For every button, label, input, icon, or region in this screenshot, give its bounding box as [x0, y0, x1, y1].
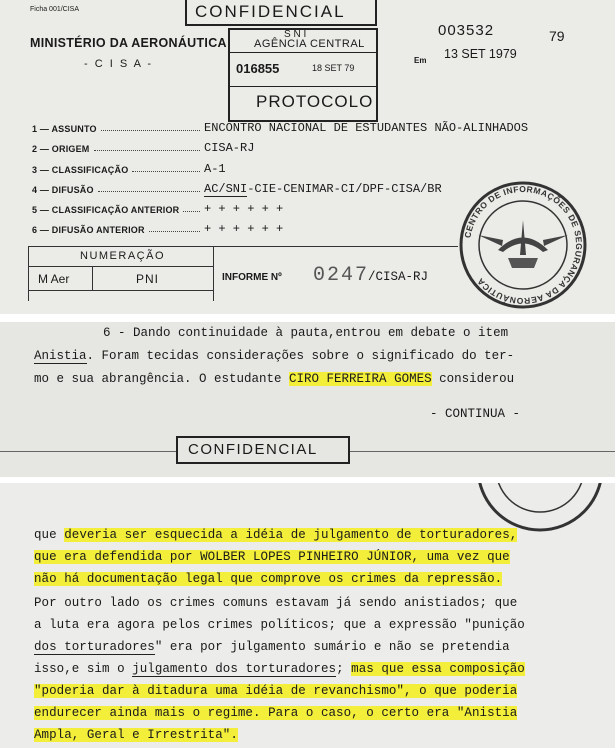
document-date: 13 SET 1979 — [444, 47, 517, 61]
p3-line-3: não há documentação legal que comprove os crimes da repressão. — [34, 572, 503, 586]
document-page-excerpt-1 — [0, 322, 615, 477]
p3-line-7: isso,e sim o julgamento dos torturadores; mas que essa composição — [34, 662, 525, 676]
field-assunto-value: ENCONTRO NACIONAL DE ESTUDANTES NÃO-ALINHADOS — [204, 121, 529, 135]
p3-line-1: que deveria ser esquecida a idéia de julgamento de torturadores, — [34, 528, 518, 542]
field-origem-value: CISA-RJ — [204, 141, 255, 155]
informe-suffix: /CISA-RJ — [368, 270, 429, 284]
p3-line-4: Por outro lado os crimes comuns estavam já sendo anistiados; que — [34, 596, 518, 610]
document-page-excerpt-2 — [0, 483, 615, 748]
informe-number: 0247 — [313, 264, 370, 287]
p3-line-9: endurecer ainda mais o regime. Para o caso, o certo era "Anistia — [34, 706, 518, 720]
informe-label: INFORME Nº — [222, 272, 282, 283]
numeracao-header: NUMERAÇÃO — [80, 250, 166, 262]
ministry-title: MINISTÉRIO DA AERONÁUTICA — [30, 36, 227, 50]
p3-line-2: que era defendida por WOLBER LOPES PINHEIRO JÚNIOR, uma vez que — [34, 550, 510, 564]
field-difusao-label: 4 — DIFUSÃO — [32, 185, 202, 195]
p2-line-3: mo e sua abrangência. O estudante CIRO FERREIRA GOMES considerou — [34, 372, 515, 386]
stamp-agencia: AGÊNCIA CENTRAL — [254, 38, 365, 50]
term-anistia: Anistia — [34, 349, 87, 363]
stamp-sni: S N I — [284, 29, 307, 40]
document-number: 003532 — [438, 22, 495, 39]
confidential-stamp-bottom — [176, 436, 350, 464]
field-origem-label: 2 — ORIGEM — [32, 144, 202, 154]
stamp-number: 016855 — [236, 61, 280, 76]
ficha-label: Ficha 001/CISA — [30, 6, 80, 13]
m-aer-label: M Aer — [38, 272, 70, 286]
field-classificacao-value: A-1 — [204, 162, 226, 176]
p3-line-6: dos torturadores" era por julgamento sumário e não se pretendia — [34, 640, 510, 654]
field-assunto-label: 1 — ASSUNTO — [32, 124, 202, 134]
p2-line-2: Anistia. Foram tecidas considerações sobre o significado do ter- — [34, 349, 515, 363]
confidential-stamp-text: CONFIDENCIAL — [195, 2, 346, 21]
p2-line-1: 6 - Dando continuidade à pauta,entrou em debate o item — [103, 326, 509, 340]
p3-line-8: "poderia dar à ditadura uma idéia de revanchismo", o que poderia — [34, 684, 518, 698]
seal-icon — [458, 180, 588, 310]
field-difusao-anterior-label: 6 — DIFUSÃO ANTERIOR — [32, 225, 202, 235]
field-classificacao-anterior-label: 5 — CLASSIFICAÇÃO ANTERIOR — [32, 205, 202, 215]
p3-line-5: a luta era agora pelos crimes políticos; que a expressão "punição — [34, 618, 525, 632]
document-page: 79 — [549, 28, 565, 44]
highlight-ciro-ferreira-gomes: CIRO FERREIRA GOMES — [289, 372, 432, 386]
security-seal — [458, 180, 588, 310]
field-difusao-value: AC/SNI-CIE-CENIMAR-CI/DPF-CISA/BR — [204, 182, 442, 196]
stamp-date: 18 SET 79 — [312, 63, 355, 73]
confidential-stamp — [185, 0, 377, 26]
agency-acronym: - C I S A - — [84, 58, 154, 70]
protocol-stamp — [228, 28, 378, 122]
confidential-stamp-bottom-text: CONFIDENCIAL — [188, 441, 318, 458]
document-header-page — [0, 0, 615, 314]
continua-label: - CONTINUA - — [430, 407, 521, 421]
field-difusao-anterior-value: + + + + + + — [204, 222, 284, 236]
field-classificacao-anterior-value: + + + + + + — [204, 202, 284, 216]
svg-text:CENTRO DE INFORMAÇÕES DE SEGUR: CENTRO DE INFORMAÇÕES DE SEGURANÇA DA AERONÁUTICA — [462, 183, 585, 307]
partial-seal-icon — [470, 483, 610, 533]
difusao-ac-sni: AC/SNI — [204, 182, 248, 196]
pni-label: PNI — [136, 272, 160, 286]
stamp-protocolo: PROTOCOLO — [256, 92, 374, 111]
field-classificacao-label: 3 — CLASSIFICAÇÃO — [32, 165, 202, 175]
date-label: Em — [414, 56, 427, 65]
p3-line-10: Ampla, Geral e Irrestrita". — [34, 728, 238, 742]
